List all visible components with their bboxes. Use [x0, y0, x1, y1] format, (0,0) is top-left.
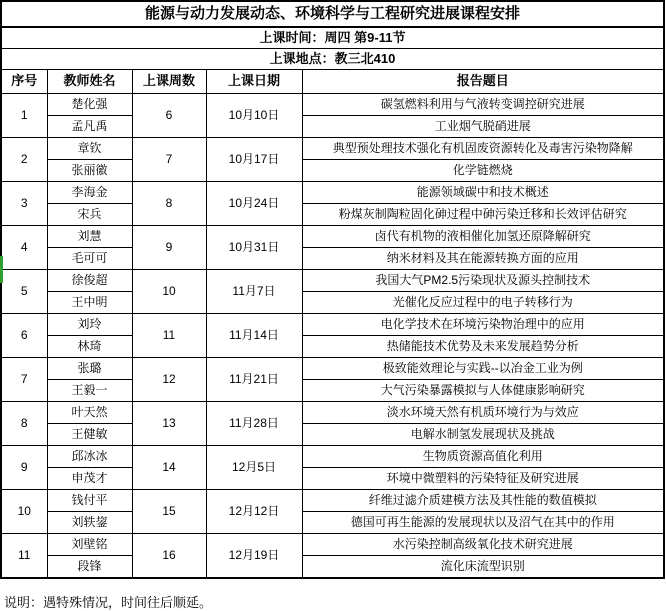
cell-no: 3	[1, 182, 47, 226]
cell-teacher: 林琦	[47, 336, 132, 358]
cell-date: 10月31日	[206, 226, 302, 270]
cell-teacher: 段锋	[47, 556, 132, 579]
cell-teacher: 邱冰冰	[47, 446, 132, 468]
cell-no: 2	[1, 138, 47, 182]
cell-teacher: 章钦	[47, 138, 132, 160]
table-row	[1, 424, 664, 446]
cell-week: 6	[132, 94, 206, 138]
table-row	[1, 446, 664, 468]
cell-week: 16	[132, 534, 206, 579]
cell-topic: 极致能效理论与实践--以冶金工业为例	[302, 358, 664, 380]
row-selection-marker	[0, 256, 3, 283]
cell-topic: 纤维过滤介质建模方法及其性能的数值模拟	[302, 490, 664, 512]
cell-topic: 水污染控制高级氧化技术研究进展	[302, 534, 664, 556]
col-header-week: 上课周数	[132, 70, 206, 94]
table-row	[1, 402, 664, 424]
cell-week: 9	[132, 226, 206, 270]
schedule-title: 能源与动力发展动态、环境科学与工程研究进展课程安排	[1, 1, 664, 27]
cell-teacher: 孟凡禹	[47, 116, 132, 138]
cell-teacher: 张璐	[47, 358, 132, 380]
table-row	[1, 512, 664, 534]
cell-topic: 纳米材料及其在能源转换方面的应用	[302, 248, 664, 270]
cell-topic: 卤代有机物的液相催化加氢还原降解研究	[302, 226, 664, 248]
cell-topic: 典型预处理技术强化有机固废资源转化及毒害污染物降解	[302, 138, 664, 160]
cell-week: 10	[132, 270, 206, 314]
table-row	[1, 556, 664, 579]
cell-no: 8	[1, 402, 47, 446]
cell-topic: 碳氢燃料利用与气液转变调控研究进展	[302, 94, 664, 116]
col-header-date: 上课日期	[206, 70, 302, 94]
cell-teacher: 刘轶鋆	[47, 512, 132, 534]
note-text: 说明：遇特殊情况，时间往后顺延。	[4, 595, 213, 610]
cell-date: 10月10日	[206, 94, 302, 138]
cell-no: 1	[1, 94, 47, 138]
cell-teacher: 叶天然	[47, 402, 132, 424]
cell-date: 12月12日	[206, 490, 302, 534]
cell-week: 7	[132, 138, 206, 182]
cell-no: 9	[1, 446, 47, 490]
cell-date: 10月17日	[206, 138, 302, 182]
cell-week: 14	[132, 446, 206, 490]
table-row	[1, 116, 664, 138]
class-time: 上课时间：周四 第9-11节	[1, 27, 664, 49]
cell-topic: 工业烟气脱硝进展	[302, 116, 664, 138]
cell-date: 11月14日	[206, 314, 302, 358]
cell-teacher: 毛可可	[47, 248, 132, 270]
table-row	[1, 226, 664, 248]
table-row	[1, 160, 664, 182]
cell-teacher: 申茂才	[47, 468, 132, 490]
table-row	[1, 94, 664, 116]
cell-date: 11月21日	[206, 358, 302, 402]
table-row	[1, 182, 664, 204]
cell-teacher: 徐俊超	[47, 270, 132, 292]
cell-topic: 热储能技术优势及未来发展趋势分析	[302, 336, 664, 358]
table-row	[1, 358, 664, 380]
cell-topic: 环境中微塑料的污染特征及研究进展	[302, 468, 664, 490]
cell-topic: 我国大气PM2.5污染现状及源头控制技术	[302, 270, 664, 292]
cell-no: 10	[1, 490, 47, 534]
cell-topic: 德国可再生能源的发展现状以及沼气在其中的作用	[302, 512, 664, 534]
cell-teacher: 钱付平	[47, 490, 132, 512]
cell-topic: 流化床流型识别	[302, 556, 664, 579]
cell-teacher: 张丽徽	[47, 160, 132, 182]
cell-no: 7	[1, 358, 47, 402]
table-row	[1, 534, 664, 556]
cell-week: 15	[132, 490, 206, 534]
table-row	[1, 204, 664, 226]
cell-topic: 化学链燃烧	[302, 160, 664, 182]
cell-date: 10月24日	[206, 182, 302, 226]
cell-teacher: 王毅一	[47, 380, 132, 402]
cell-topic: 电解水制氢发展现状及挑战	[302, 424, 664, 446]
cell-topic: 电化学技术在环境污染物治理中的应用	[302, 314, 664, 336]
cell-teacher: 王健敏	[47, 424, 132, 446]
cell-teacher: 刘壁铭	[47, 534, 132, 556]
col-header-teacher: 教师姓名	[47, 70, 132, 94]
col-header-no: 序号	[1, 70, 47, 94]
cell-date: 12月19日	[206, 534, 302, 579]
table-row	[1, 336, 664, 358]
cell-teacher: 王中明	[47, 292, 132, 314]
cell-week: 8	[132, 182, 206, 226]
cell-no: 11	[1, 534, 47, 579]
cell-topic: 淡水环境天然有机质环境行为与效应	[302, 402, 664, 424]
cell-teacher: 宋兵	[47, 204, 132, 226]
table-row	[1, 138, 664, 160]
cell-date: 11月7日	[206, 270, 302, 314]
class-location: 上课地点：教三北410	[1, 49, 664, 70]
cell-topic: 光催化反应过程中的电子转移行为	[302, 292, 664, 314]
cell-topic: 能源领域碳中和技术概述	[302, 182, 664, 204]
cell-no: 6	[1, 314, 47, 358]
cell-teacher: 楚化强	[47, 94, 132, 116]
cell-week: 12	[132, 358, 206, 402]
cell-no: 5	[1, 270, 47, 314]
cell-no: 4	[1, 226, 47, 270]
table-row	[1, 490, 664, 512]
cell-date: 12月5日	[206, 446, 302, 490]
cell-teacher: 刘玲	[47, 314, 132, 336]
table-row	[1, 314, 664, 336]
cell-topic: 粉煤灰制陶粒固化砷过程中砷污染迁移和长效评估研究	[302, 204, 664, 226]
table-row	[1, 468, 664, 490]
table-row	[1, 270, 664, 292]
cell-topic: 大气污染暴露模拟与人体健康影响研究	[302, 380, 664, 402]
col-header-topic: 报告题目	[302, 70, 664, 94]
cell-teacher: 刘慧	[47, 226, 132, 248]
cell-week: 13	[132, 402, 206, 446]
table-row	[1, 248, 664, 270]
cell-teacher: 李海金	[47, 182, 132, 204]
cell-date: 11月28日	[206, 402, 302, 446]
cell-week: 11	[132, 314, 206, 358]
table-row	[1, 380, 664, 402]
table-row	[1, 292, 664, 314]
cell-topic: 生物质资源高值化利用	[302, 446, 664, 468]
